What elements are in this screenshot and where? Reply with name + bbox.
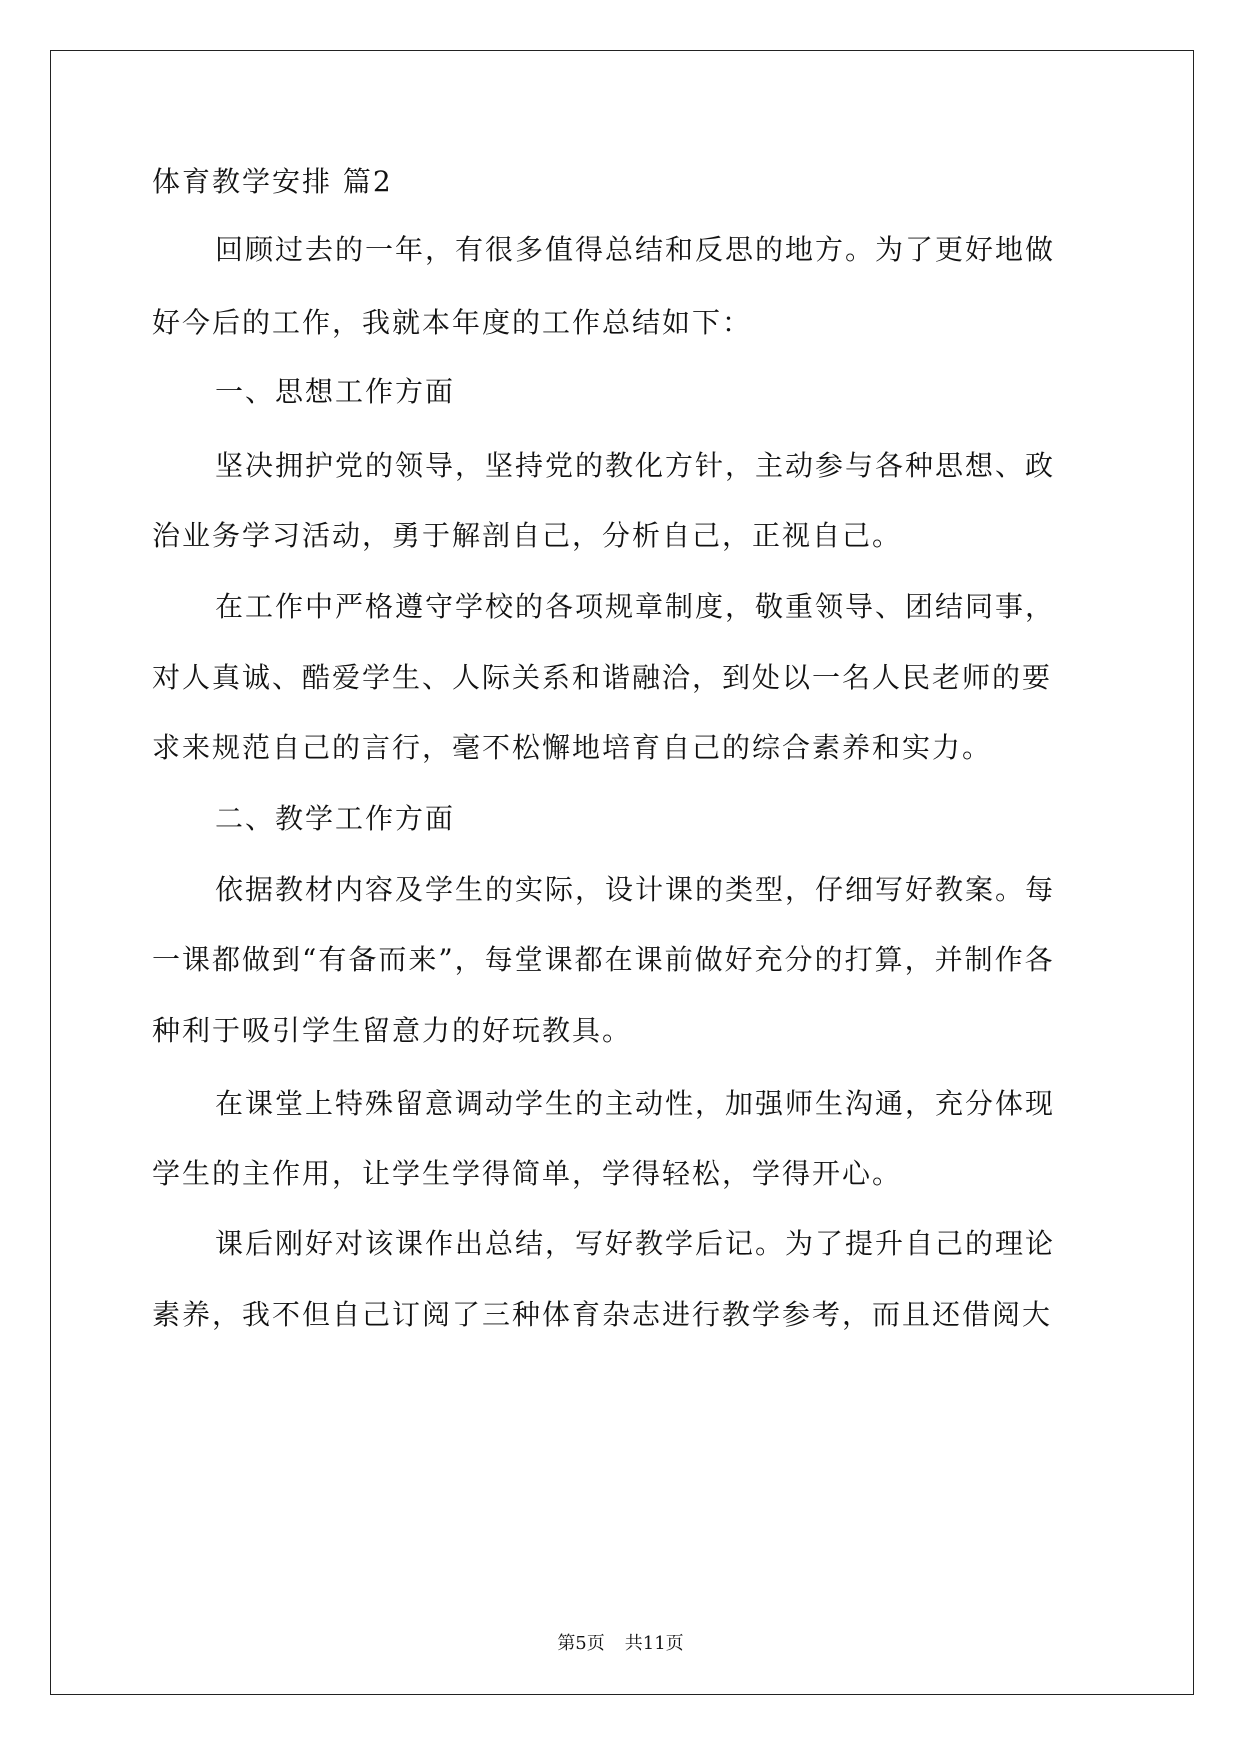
total-pages: 共11页 bbox=[624, 1633, 684, 1654]
paragraph-line: 治业务学习活动，勇于解剖自己，分析自己，正视自己。 bbox=[152, 519, 903, 552]
section-heading: 一、思想工作方面 bbox=[215, 375, 456, 408]
paragraph-line: 对人真诚、酷爱学生、人际关系和谐融洽，到处以一名人民老师的要 bbox=[152, 661, 1053, 694]
paragraph-line: 素养，我不但自己订阅了三种体育杂志进行教学参考，而且还借阅大 bbox=[152, 1298, 1053, 1331]
paragraph-line: 在课堂上特殊留意调动学生的主动性，加强师生沟通，充分体现 bbox=[215, 1087, 1056, 1120]
paragraph-line: 在工作中严格遵守学校的各项规章制度，敬重领导、团结同事， bbox=[215, 590, 1056, 623]
paragraph-line: 坚决拥护党的领导，坚持党的教化方针，主动参与各种思想、政 bbox=[215, 449, 1056, 482]
page-number: 第5页 bbox=[557, 1633, 605, 1654]
paragraph-line: 课后刚好对该课作出总结，写好教学后记。为了提升自己的理论 bbox=[215, 1227, 1056, 1260]
paragraph-line: 求来规范自己的言行，毫不松懈地培育自己的综合素养和实力。 bbox=[152, 731, 993, 764]
paragraph-line: 种利于吸引学生留意力的好玩教具。 bbox=[152, 1014, 633, 1047]
paragraph-line: 好今后的工作，我就本年度的工作总结如下： bbox=[152, 306, 753, 339]
section-heading: 二、教学工作方面 bbox=[215, 802, 456, 835]
paragraph-line: 回顾过去的一年，有很多值得总结和反思的地方。为了更好地做 bbox=[215, 233, 1056, 266]
paragraph-line: 学生的主作用，让学生学得简单，学得轻松，学得开心。 bbox=[152, 1157, 903, 1190]
paragraph-line: 一课都做到“有备而来”，每堂课都在课前做好充分的打算，并制作各 bbox=[152, 943, 1055, 976]
paragraph-line: 依据教材内容及学生的实际，设计课的类型，仔细写好教案。每 bbox=[215, 873, 1056, 906]
page-footer bbox=[0, 1632, 1241, 1656]
section-title: 体育教学安排 篇2 bbox=[152, 165, 393, 198]
